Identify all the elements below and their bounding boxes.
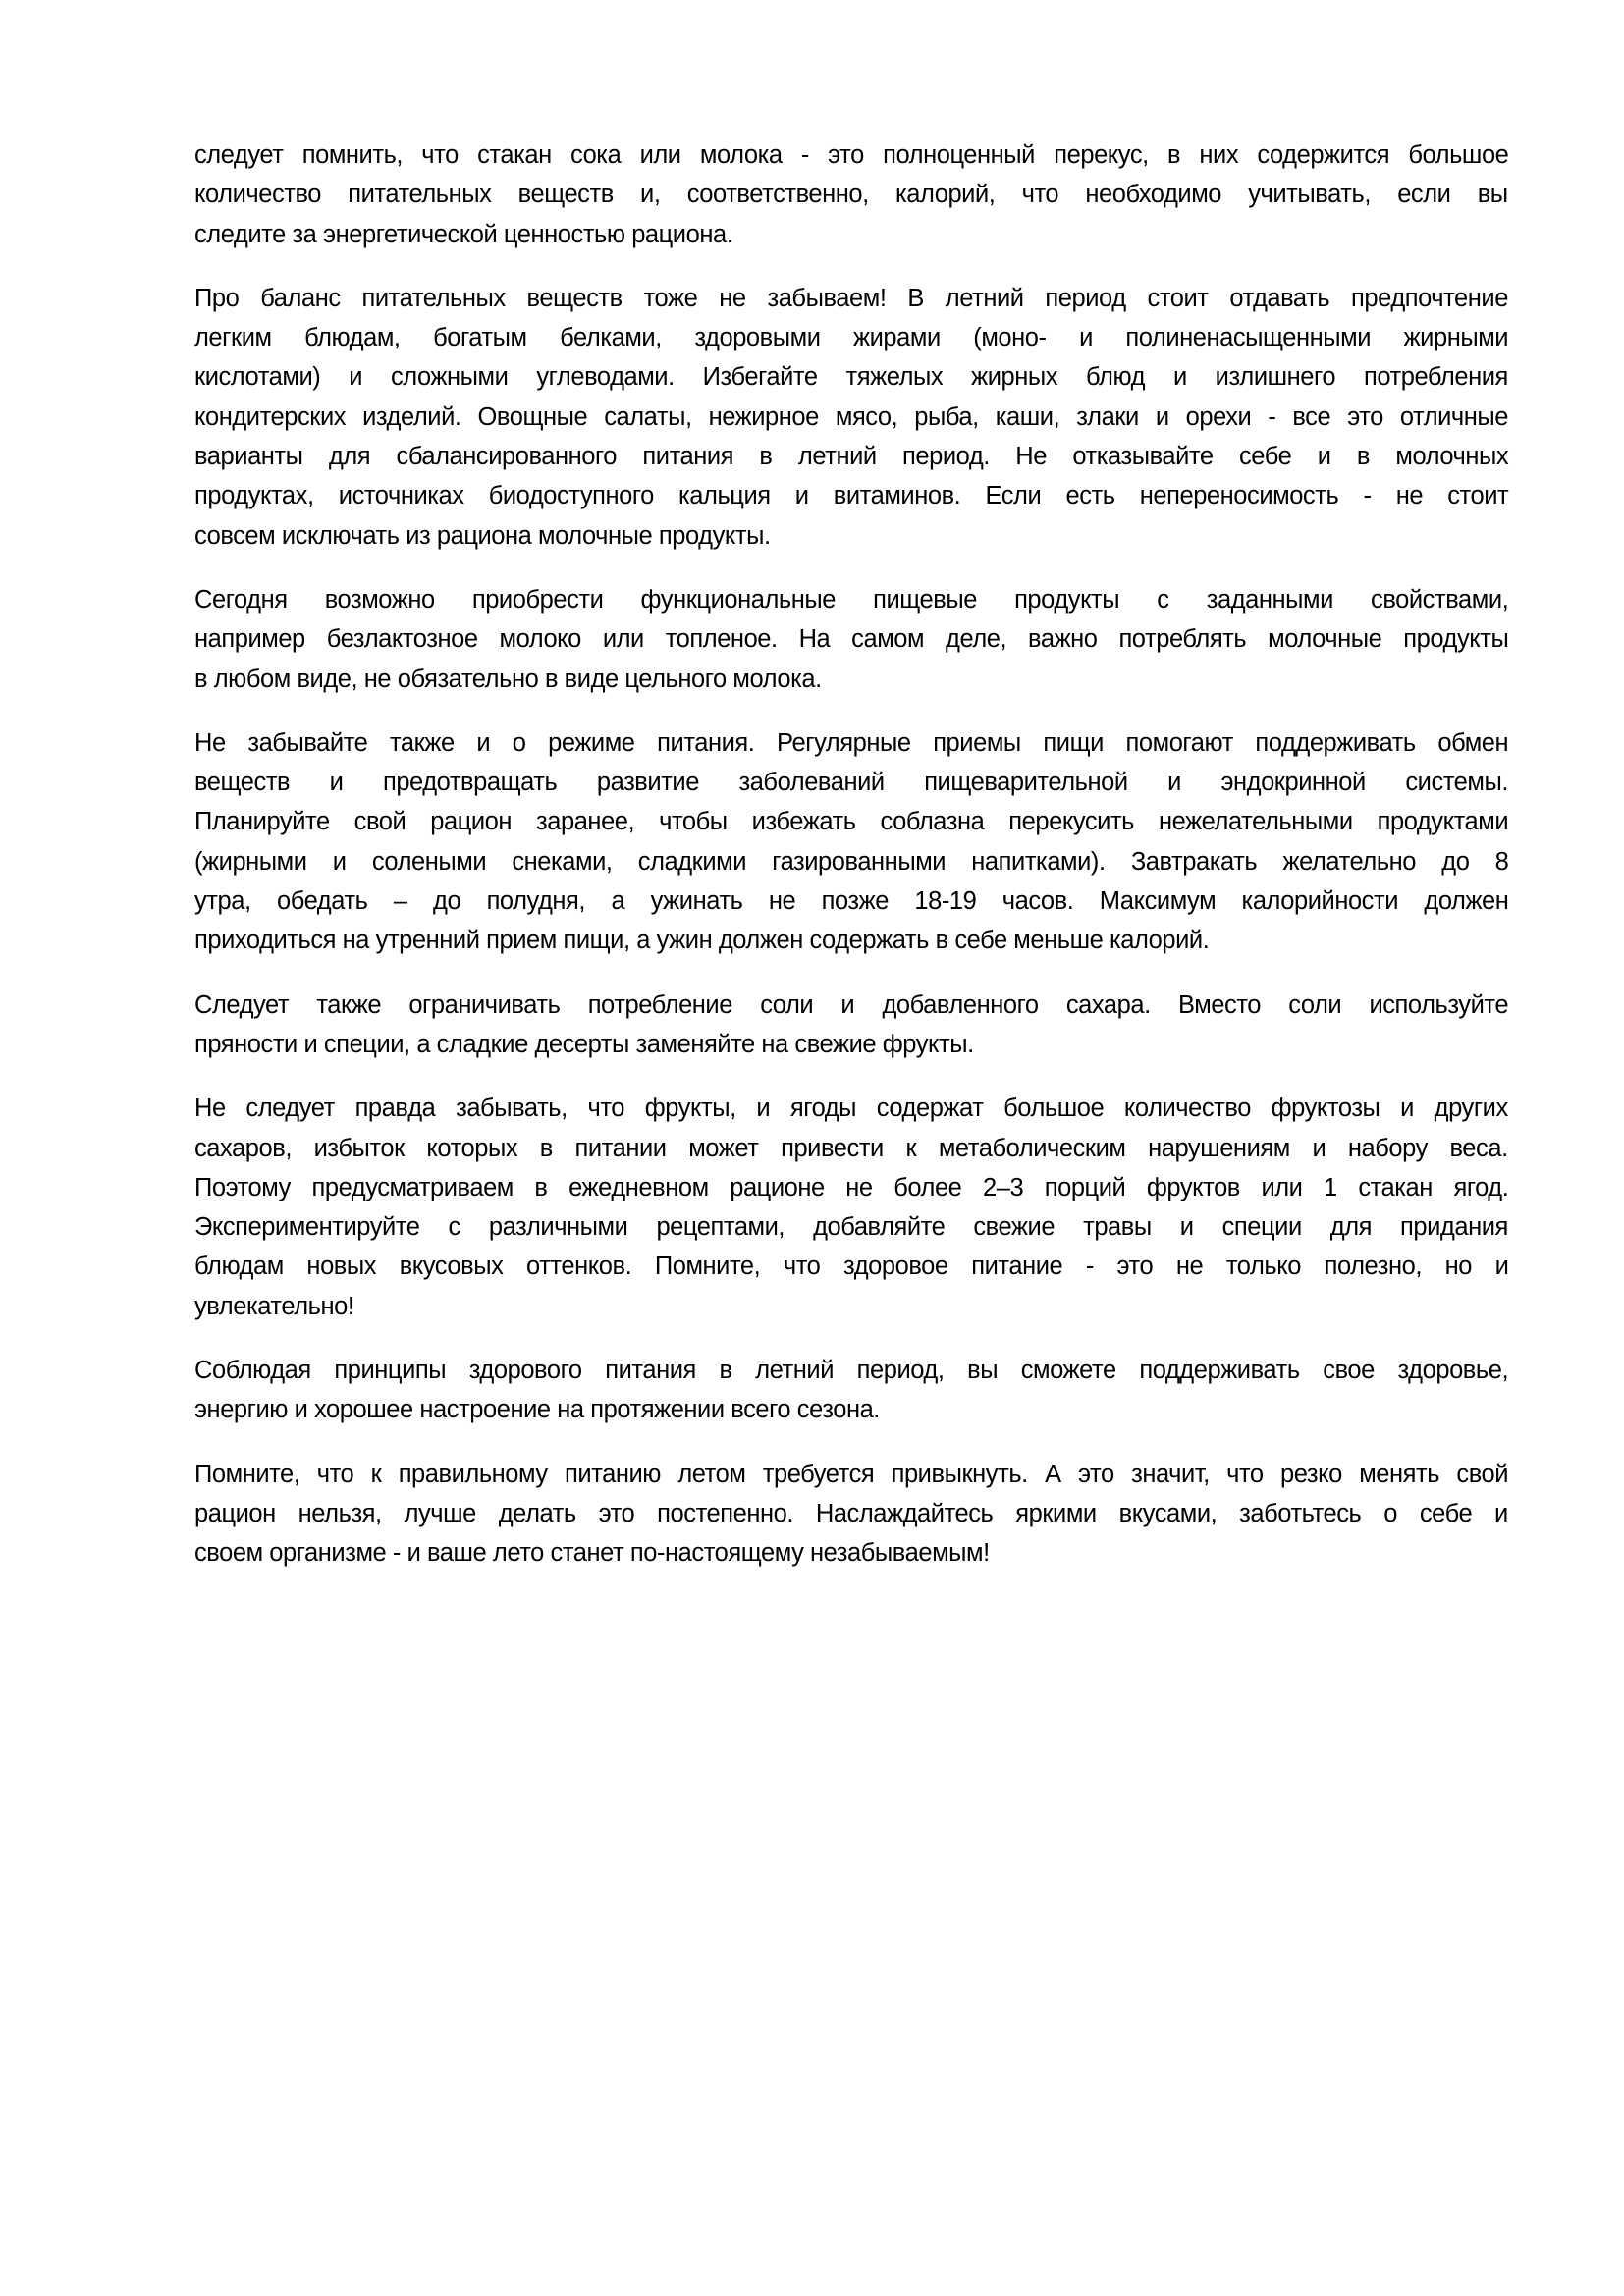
text-line: Соблюдая принципы здорового питания в летний период, вы сможете поддерживать свое здоровье, [194,1357,1509,1385]
text-line: утра, обедать – до полудня, а ужинать не позже 18-19 часов. Максимум калорийности должен [194,887,1509,916]
text-line: Экспериментируйте с различными рецептами, добавляйте свежие травы и специи для придания [194,1213,1508,1242]
text-line: кондитерских изделий. Овощные салаты, нежирное мясо, рыба, каши, злаки и орехи - все это отличные [194,402,1509,431]
text-line: Помните, что к правильному питанию летом требуется привыкнуть. А это значит, что резко менять свой [194,1460,1509,1488]
paragraph [194,135,1508,254]
text-line: следует помнить, что стакан сока или молока - это полноценный перекус, в них содержится большое [194,141,1509,169]
paragraph [194,279,1508,556]
text-line: варианты для сбалансированного питания в летний период. Не отказывайте себе и в молочных [194,443,1509,471]
text-line: Планируйте свой рацион заранее, чтобы избежать соблазна перекусить нежелательными продуктами [194,808,1509,836]
text-line: Сегодня возможно приобрести функциональные пищевые продукты с заданными свойствами, [194,585,1509,614]
text-line: рацион нельзя, лучше делать это постепенно. Наслаждайтесь яркими вкусами, заботьтесь о себе и [194,1499,1508,1527]
text-line: энергию и хорошее настроение на протяжении всего сезона. [194,1396,880,1424]
text-line: приходиться на утренний прием пищи, а ужин должен содержать в себе меньше калорий. [194,927,1210,955]
text-line: веществ и предотвращать развитие заболеваний пищеварительной и эндокринной системы. [194,769,1509,797]
text-line: Поэтому предусматриваем в ежедневном рационе не более 2–3 порций фруктов или 1 стакан ягод. [194,1173,1509,1201]
text-line: продуктах, источниках биодоступного кальция и витаминов. Если есть непереносимость - не стоит [194,482,1509,510]
text-line: в любом виде, не обязательно в виде цельного молока. [194,665,822,693]
text-line: (жирными и солеными снеками, сладкими газированными напитками). Завтракать желательно до 8 [194,847,1509,876]
text-line: своем организме - и ваше лето станет по-настоящему незабываемым! [194,1539,990,1568]
text-line: кислотами) и сложными углеводами. Избегайте тяжелых жирных блюд и излишнего потребления [194,363,1508,392]
text-line: увлекательно! [194,1292,354,1320]
paragraph [194,1089,1508,1326]
text-line: Не следует правда забывать, что фрукты, и ягоды содержат большое количество фруктозы и других [194,1095,1508,1123]
text-line: количество питательных веществ и, соответственно, калорий, что необходимо учитывать, если вы [194,181,1508,209]
paragraph [194,580,1508,699]
text-line: Не забывайте также и о режиме питания. Регулярные приемы пищи помогают поддерживать обмен [194,728,1509,757]
paragraph [194,986,1508,1065]
text-line: следите за энергетической ценностью рациона. [194,220,733,248]
text-line: легким блюдам, богатым белками, здоровыми жирами (моно- и полиненасыщенными жирными [194,324,1509,352]
paragraph [194,1455,1508,1574]
document-page [194,135,1508,1598]
paragraph [194,723,1508,961]
paragraph [194,1351,1508,1430]
text-line: Следует также ограничивать потребление соли и добавленного сахара. Вместо соли используйте [194,990,1509,1019]
text-line: сахаров, избыток которых в питании может привести к метаболическим нарушениям и набору веса. [194,1134,1508,1162]
text-line: например безлактозное молоко или топленое. На самом деле, важно потреблять молочные продукты [194,625,1509,654]
text-line: Про баланс питательных веществ тоже не забываем! В летний период стоит отдавать предпочтение [194,284,1508,312]
text-line: блюдам новых вкусовых оттенков. Помните, что здоровое питание - это не только полезно, но и [194,1253,1509,1281]
text-line: совсем исключать из рациона молочные продукты. [194,521,771,550]
text-line: пряности и специи, а сладкие десерты заменяйте на свежие фрукты. [194,1030,974,1058]
